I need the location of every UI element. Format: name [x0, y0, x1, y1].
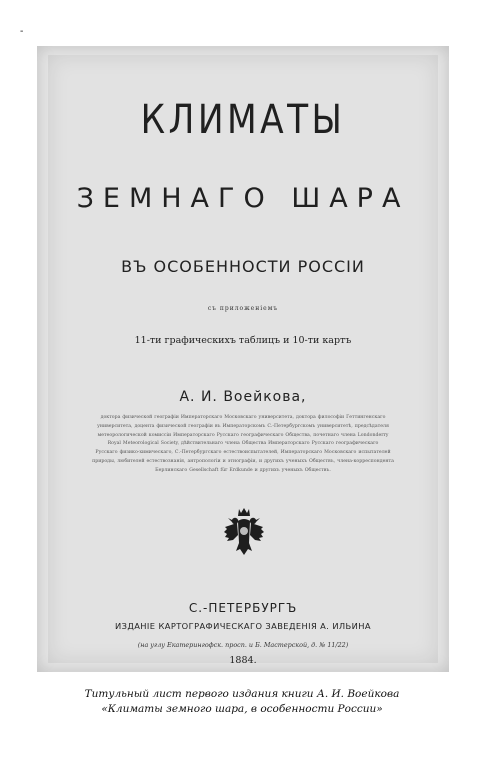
credentials-line: доктора физической географіи Императорскаго Московскаго университета, доктора философіи Геттингенскаго	[100, 415, 386, 420]
title-page	[48, 55, 438, 666]
caption-line-2: «Климаты земного шара, в особенности России»	[101, 703, 383, 715]
credentials-line: Русскаго физико-химическаго, С.-Петербургскаго естествоиспытателей, Императорскаго Московскаго испытателей	[95, 450, 391, 456]
publisher-address: (на углу Екатерингофск. просп. и Б. Мастерской, д. № 11/22)	[137, 641, 349, 649]
credentials-line: Берлинскаго Gesellschaft für Erdkunde и другихъ ученыхъ Обществъ.	[155, 467, 331, 473]
double-headed-eagle-icon	[224, 507, 264, 559]
caption-line-1: Титульный лист первого издания книги А. И. Воейкова	[84, 688, 400, 700]
subtitle: ВЪ ОСОБЕННОСТИ РОССІИ	[121, 257, 365, 276]
credentials-line: университета, доцента физической географіи въ Императорскомъ С.-Петербургскомъ университетѣ, предсѣдателя	[97, 423, 389, 429]
title-line-1: КЛИМАТЫ	[140, 97, 346, 143]
credentials-line: метеорологической комиссіи Императорскаго Русскаго географическаго Общества, почетнаго члена Londonderry	[97, 432, 389, 438]
year: 1884.	[229, 655, 257, 666]
credentials-line: Royal Meteorological Society, дѣйствительнаго члена Общества Императорскаго Русскаго географическаго	[107, 441, 379, 447]
appendix-text: 11-ти графическихъ таблицъ и 10-ти картъ	[134, 335, 352, 346]
author: А. И. Воейкова,	[179, 389, 307, 405]
corner-mark: -	[20, 26, 24, 37]
city: С.-ПЕТЕРБУРГЪ	[188, 601, 298, 615]
appendix-label: съ приложеніемъ	[207, 305, 279, 312]
credentials-line: природы, любителей естествознанія, антропологіи и этнографіи, и другихъ ученыхъ Обществъ, члена-корреспондента	[92, 458, 394, 464]
publisher: ИЗДАНІЕ КАРТОГРАФИЧЕСКАГО ЗАВЕДЕНІЯ А. ИЛЬИНА	[115, 621, 371, 631]
title-line-2: ЗЕМНАГО ШАРА	[76, 183, 410, 214]
author-credentials	[62, 414, 424, 476]
